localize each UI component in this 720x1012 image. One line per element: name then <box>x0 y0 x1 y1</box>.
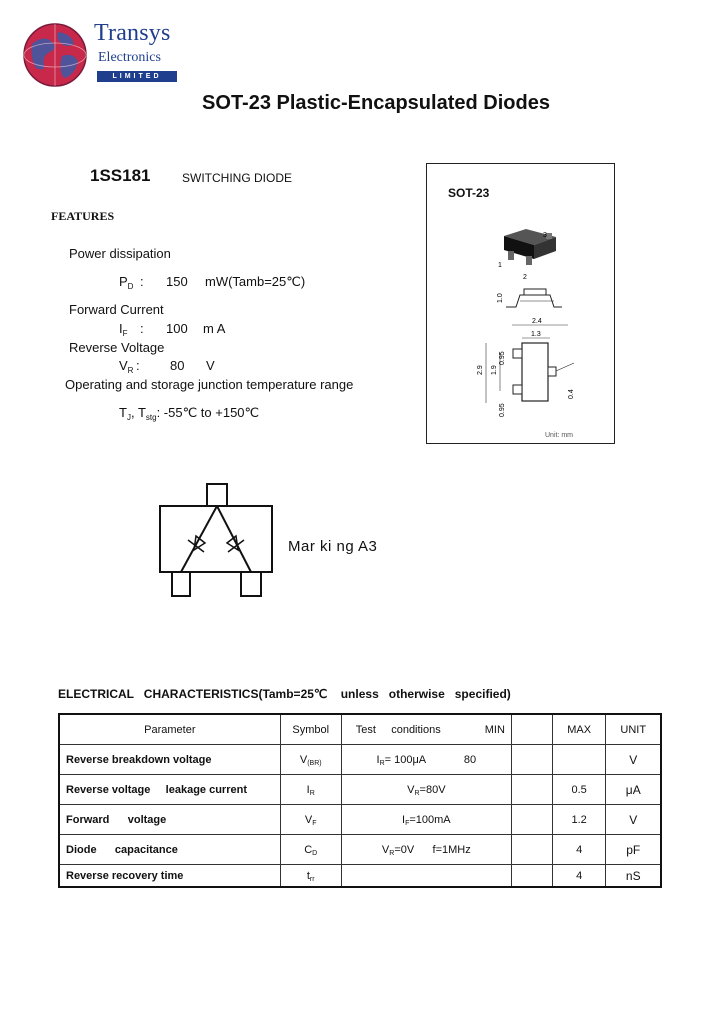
row-min <box>511 865 552 888</box>
if-symbol: $I_F$ <box>119 321 128 338</box>
vr-colon: : <box>136 358 140 373</box>
row-max: 4 <box>552 865 606 888</box>
row-max: 0.5 <box>552 775 606 805</box>
row-condition <box>341 865 511 888</box>
row-parameter: Reverse recovery time <box>59 865 280 888</box>
row-parameter: Forward voltage <box>59 805 280 835</box>
table-header-row <box>59 714 661 745</box>
package-side-view <box>506 289 562 307</box>
company-logo-globe <box>22 22 88 88</box>
row-parameter: Reverse voltage leakage current <box>59 775 280 805</box>
row-max: 4 <box>552 835 606 865</box>
row-condition: VR=0V f=1MHz <box>341 835 511 865</box>
temperature-range-label: Operating and storage junction temperature range <box>65 377 354 392</box>
dim-2-9: 2.9 <box>477 365 484 375</box>
features-heading: FEATURES <box>51 209 115 223</box>
dim-2-4: 2.4 <box>532 318 542 325</box>
table-row <box>59 745 661 775</box>
forward-current-label: Forward Current <box>69 302 164 317</box>
header-unit: UNIT <box>606 714 661 745</box>
row-symbol: CD <box>280 835 341 865</box>
dim-0-95-top: 0.95 <box>499 351 506 365</box>
row-symbol: V(BR) <box>280 745 341 775</box>
pd-value: 150 <box>166 274 188 289</box>
header-min-cell <box>511 714 552 745</box>
document-title: SOT-23 Plastic-Encapsulated Diodes <box>202 92 550 114</box>
part-number: 1SS181 <box>90 166 151 185</box>
row-max: 1.2 <box>552 805 606 835</box>
row-parameter: Diode capacitance <box>59 835 280 865</box>
if-unit: m A <box>203 321 226 336</box>
if-colon: : <box>140 321 144 336</box>
row-symbol: IR <box>280 775 341 805</box>
vr-unit: V <box>206 358 215 373</box>
header-max: MAX <box>552 714 606 745</box>
pin3-label: 3 <box>543 232 547 239</box>
reverse-voltage-label: Reverse Voltage <box>69 340 165 355</box>
electrical-characteristics-table <box>58 713 662 888</box>
table-row <box>59 805 661 835</box>
unit-label: Unit: mm <box>545 432 573 439</box>
vr-value: 80 <box>170 358 185 373</box>
dim-0-4: 0.4 <box>568 389 575 399</box>
row-condition: VR=80V <box>341 775 511 805</box>
table-row <box>59 865 661 888</box>
pd-colon: : <box>140 274 144 289</box>
dim-1-9: 1.9 <box>491 365 498 375</box>
dim-1-3: 1.3 <box>531 331 541 338</box>
vr-symbol: $V_R$ <box>119 358 134 375</box>
row-unit: nS <box>606 865 661 888</box>
dim-0-95-bottom: 0.95 <box>499 403 506 417</box>
pd-symbol: $P_D$ <box>119 274 134 291</box>
power-dissipation-label: Power dissipation <box>69 246 171 261</box>
header-parameter: Parameter <box>59 714 280 745</box>
diode-schematic <box>150 480 280 600</box>
row-parameter: Reverse breakdown voltage <box>59 745 280 775</box>
pin1-label: 1 <box>498 262 502 269</box>
row-min <box>511 835 552 865</box>
electrical-characteristics-title: ELECTRICAL CHARACTERISTICS(Tamb=25℃ unless otherwise specified) <box>58 687 511 701</box>
row-min <box>511 805 552 835</box>
company-limited-label: LIMITED <box>97 71 177 82</box>
row-symbol: VF <box>280 805 341 835</box>
if-value: 100 <box>166 321 188 336</box>
header-test-conditions: Test conditions MIN <box>341 714 511 745</box>
row-unit: V <box>606 745 661 775</box>
table-row <box>59 835 661 865</box>
row-unit: μA <box>606 775 661 805</box>
row-unit: V <box>606 805 661 835</box>
company-name: Transys <box>94 20 171 46</box>
row-symbol: trr <box>280 865 341 888</box>
temperature-range-value: $T_J$, $T_{stg}$: -55℃ to +150℃ <box>119 405 260 422</box>
row-condition: IF=100mA <box>341 805 511 835</box>
row-unit: pF <box>606 835 661 865</box>
sot23-package-drawing <box>428 215 613 440</box>
pin2-label: 2 <box>523 274 527 281</box>
row-condition: IR= 100μA 80 <box>341 745 511 775</box>
header-symbol: Symbol <box>280 714 341 745</box>
package-top-view <box>513 343 574 401</box>
company-subname: Electronics <box>98 50 161 65</box>
package-3d-view <box>504 229 556 265</box>
package-name: SOT-23 <box>448 186 490 200</box>
part-description: SWITCHING DIODE <box>182 171 292 185</box>
row-min <box>511 775 552 805</box>
row-max <box>552 745 606 775</box>
dim-1-0: 1.0 <box>497 293 504 303</box>
row-min-cell <box>511 745 552 775</box>
marking-label: Mar ki ng A3 <box>288 538 378 555</box>
table-row <box>59 775 661 805</box>
pd-unit: mW(Tamb=25℃) <box>205 274 306 289</box>
